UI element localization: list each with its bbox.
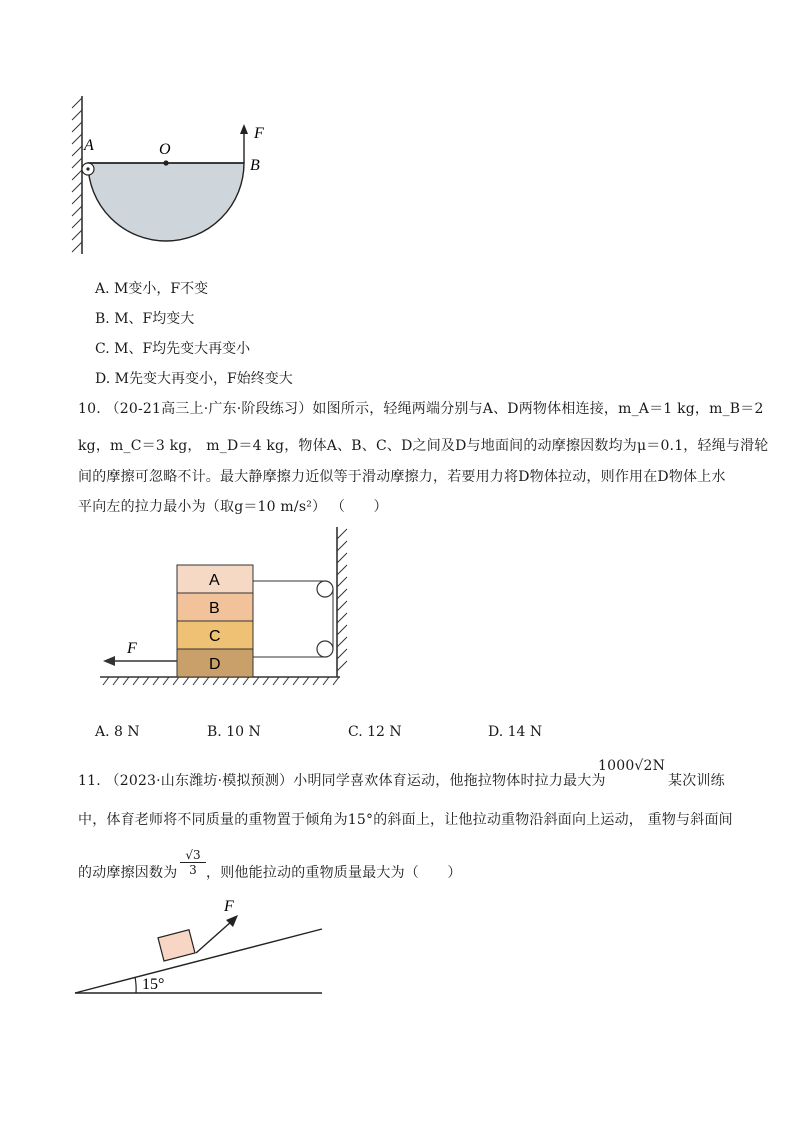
q10-option-b: B. 10 N xyxy=(207,724,261,740)
q10-line-4: 平向左的拉力最小为（取g＝10 m/s²） （ ） xyxy=(78,499,388,515)
wall-hatching xyxy=(337,529,347,671)
angle-label: 15° xyxy=(142,976,165,993)
q10-line-1: 10. （20-21高三上·广东·阶段练习）如图所示，轻绳两端分别与A、D两物体相连接，m_A＝1 kg，m_B＝2 xyxy=(78,401,764,417)
q10-option-d: D. 14 N xyxy=(488,724,543,740)
block-d-label: D xyxy=(209,656,221,673)
q10-line-2: kg，m_C＝3 kg， m_D＝4 kg，物体A、B、C、D之间及D与地面间的动摩擦因数均为μ＝0.1，轻绳与滑轮 xyxy=(78,438,769,454)
semicircle-figure xyxy=(60,90,290,260)
q11-line-1: 11. （2023·山东潍坊·模拟预测）小明同学喜欢体育运动，他拖拉物体时拉力最大为 xyxy=(78,773,606,789)
q9-option-a: A. M变小，F不变 xyxy=(95,281,209,297)
block-a-label: A xyxy=(209,572,220,589)
q10-option-a: A. 8 N xyxy=(95,724,140,740)
block-b-label: B xyxy=(209,600,220,617)
ground-hatching xyxy=(103,677,339,685)
semicircle-body xyxy=(88,163,244,241)
force-arrow xyxy=(196,921,232,953)
mu-denominator: 3 xyxy=(189,863,197,877)
label-b: B xyxy=(250,157,260,174)
label-a: A xyxy=(84,137,94,154)
stacked-blocks-figure xyxy=(95,525,355,695)
force-label: F xyxy=(127,640,137,657)
incline-line xyxy=(75,929,322,993)
q11-line-3: 的动摩擦因数为 xyxy=(78,865,178,881)
center-o xyxy=(163,160,168,165)
q9-option-b: B. M、F均变大 xyxy=(95,311,195,327)
incline-figure xyxy=(70,895,330,1000)
q10-line-3: 间的摩擦可忽略不计。最大静摩擦力近似等于滑动摩擦力，若要用力将D物体拉动，则作用在D物体上水 xyxy=(78,469,726,485)
q11-line-2: 中，体育老师将不同质量的重物置于倾角为15°的斜面上，让他拉动重物沿斜面向上运动， 重物与斜面间 xyxy=(78,812,733,828)
pulley-bottom xyxy=(317,641,333,657)
q11-force-value: 1000√2N xyxy=(598,758,666,774)
question-number: 10. xyxy=(78,401,101,417)
q10-option-c: C. 12 N xyxy=(348,724,402,740)
angle-arc xyxy=(135,977,136,993)
pulley-top xyxy=(317,581,333,597)
incline-block xyxy=(158,930,195,961)
q11-line-3-end: ，则他能拉动的重物质量最大为（ ） xyxy=(206,865,462,881)
q9-option-d: D. M先变大再变小，F始终变大 xyxy=(95,371,293,387)
wall-hatching xyxy=(72,96,82,254)
mu-numerator: √3 xyxy=(180,848,206,863)
block-c-label: C xyxy=(209,628,221,645)
q9-option-c: C. M、F均先变大再变小 xyxy=(95,341,251,357)
mu-fraction xyxy=(180,848,206,877)
label-o: O xyxy=(159,141,171,158)
question-number: 11. xyxy=(78,773,101,789)
q11-line-1-end: 某次训练 xyxy=(668,773,725,789)
force-label: F xyxy=(224,898,234,915)
label-f: F xyxy=(254,125,264,142)
